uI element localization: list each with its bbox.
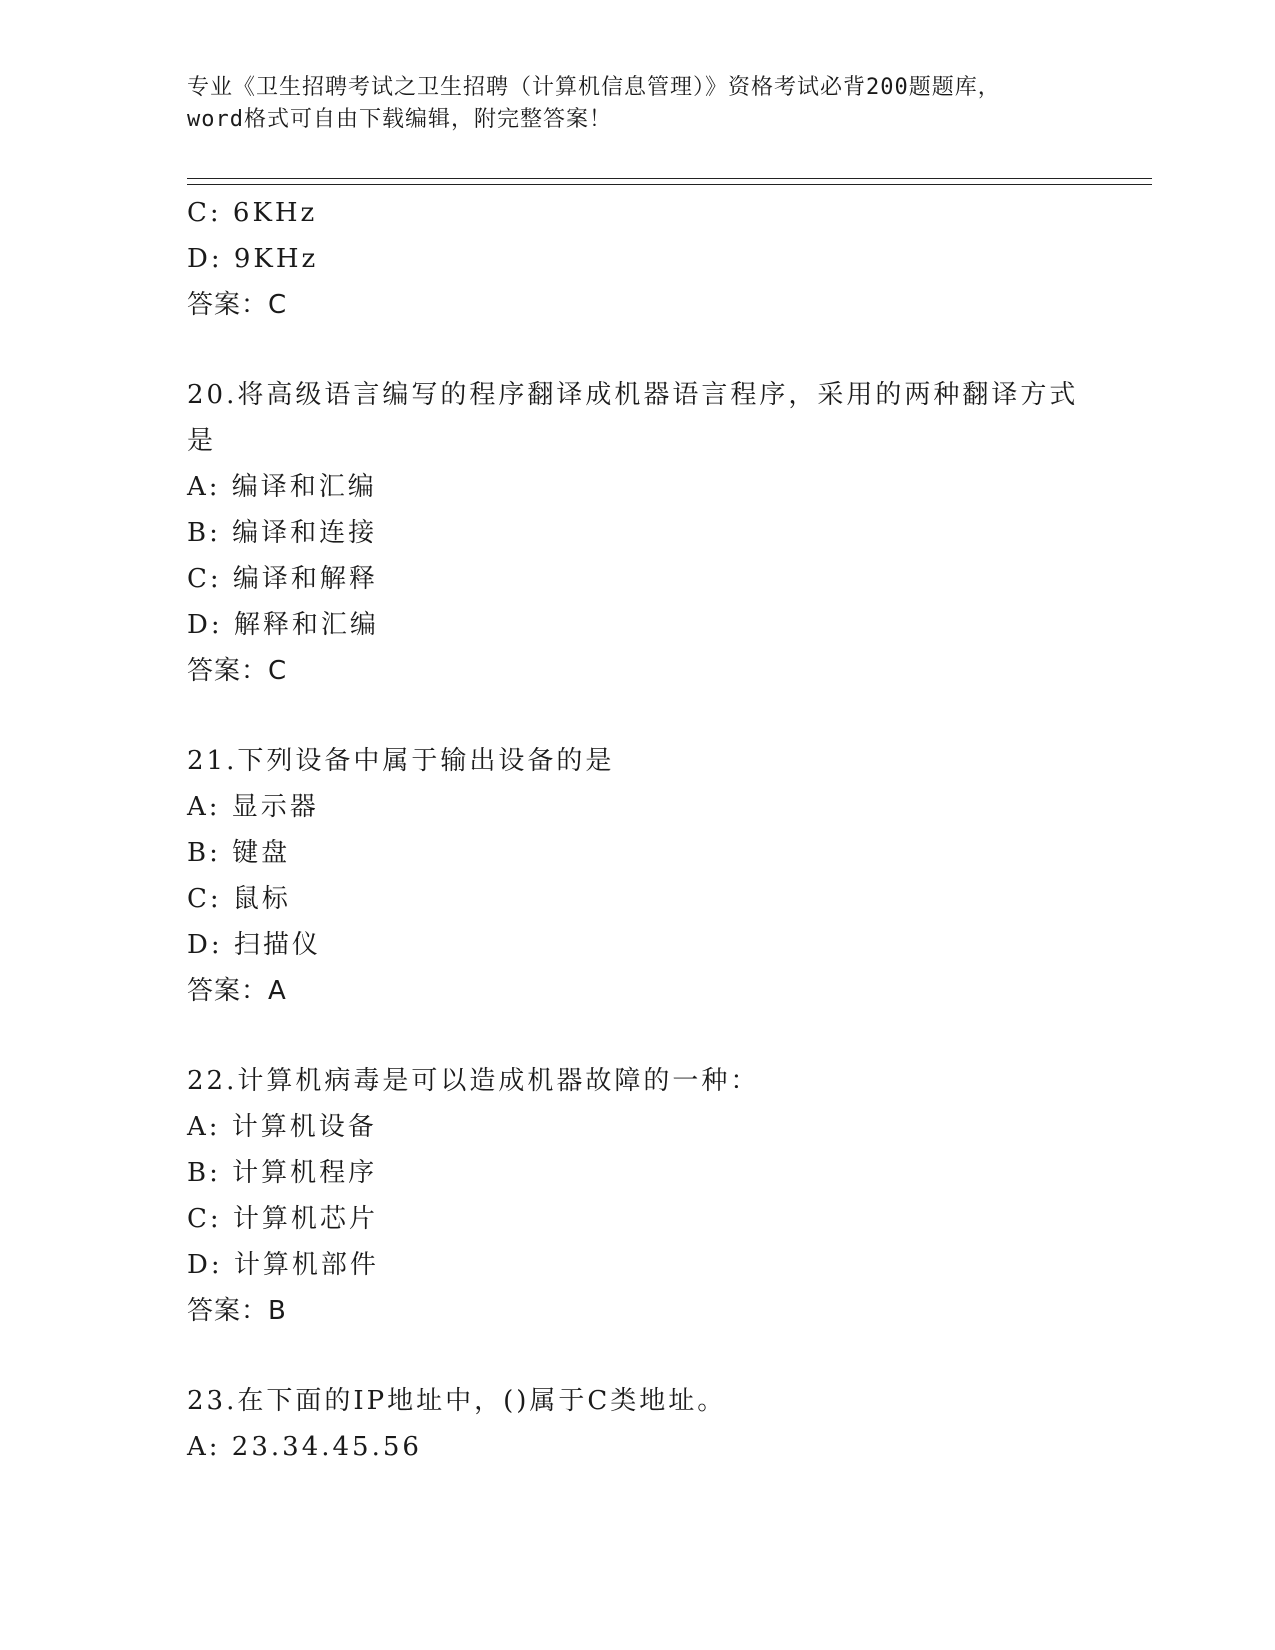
question-block-prev	[187, 190, 1147, 328]
option-c: C: 计算机芯片	[187, 1204, 378, 1234]
question-stem: 21.下列设备中属于输出设备的是	[187, 746, 615, 776]
question-stem-continued: 是	[187, 426, 217, 456]
header-line-2: word格式可自由下载编辑，附完整答案！	[187, 107, 612, 132]
question-block-22	[187, 1058, 1147, 1334]
option-d: D: 计算机部件	[187, 1250, 379, 1280]
header-divider-bottom	[187, 184, 1152, 185]
answer-line: 答案：C	[187, 656, 288, 686]
option-b: B: 键盘	[187, 838, 291, 868]
option-a: A: 23.34.45.56	[187, 1432, 422, 1462]
question-block-21	[187, 738, 1147, 1014]
question-block-23	[187, 1378, 1147, 1470]
question-list	[187, 190, 1147, 1470]
question-stem: 22.计算机病毒是可以造成机器故障的一种：	[187, 1066, 760, 1096]
question-stem: 23.在下面的IP地址中，()属于C类地址。	[187, 1386, 727, 1416]
answer-line: 答案：C	[187, 290, 288, 320]
header-line-1: 专业《卫生招聘考试之卫生招聘（计算机信息管理）》资格考试必背200题题库，	[187, 75, 1001, 100]
option-b: B: 计算机程序	[187, 1158, 378, 1188]
question-stem: 20.将高级语言编写的程序翻译成机器语言程序，采用的两种翻译方式	[187, 380, 1079, 410]
option-a: A: 显示器	[187, 792, 319, 822]
answer-line: 答案：B	[187, 1296, 287, 1326]
option-d: D: 扫描仪	[187, 930, 321, 960]
header-divider-top	[187, 178, 1152, 179]
option-a: A: 编译和汇编	[187, 472, 377, 502]
option-a: A: 计算机设备	[187, 1112, 377, 1142]
answer-line: 答案：A	[187, 976, 287, 1006]
option-b: B: 编译和连接	[187, 518, 378, 548]
question-block-20	[187, 372, 1147, 694]
option-c: C: 鼠标	[187, 884, 291, 914]
option-d: D: 9KHz	[187, 244, 319, 274]
option-d: D: 解释和汇编	[187, 610, 379, 640]
option-c: C: 编译和解释	[187, 564, 378, 594]
option-c: C: 6KHz	[187, 198, 318, 228]
document-header	[187, 72, 1087, 136]
